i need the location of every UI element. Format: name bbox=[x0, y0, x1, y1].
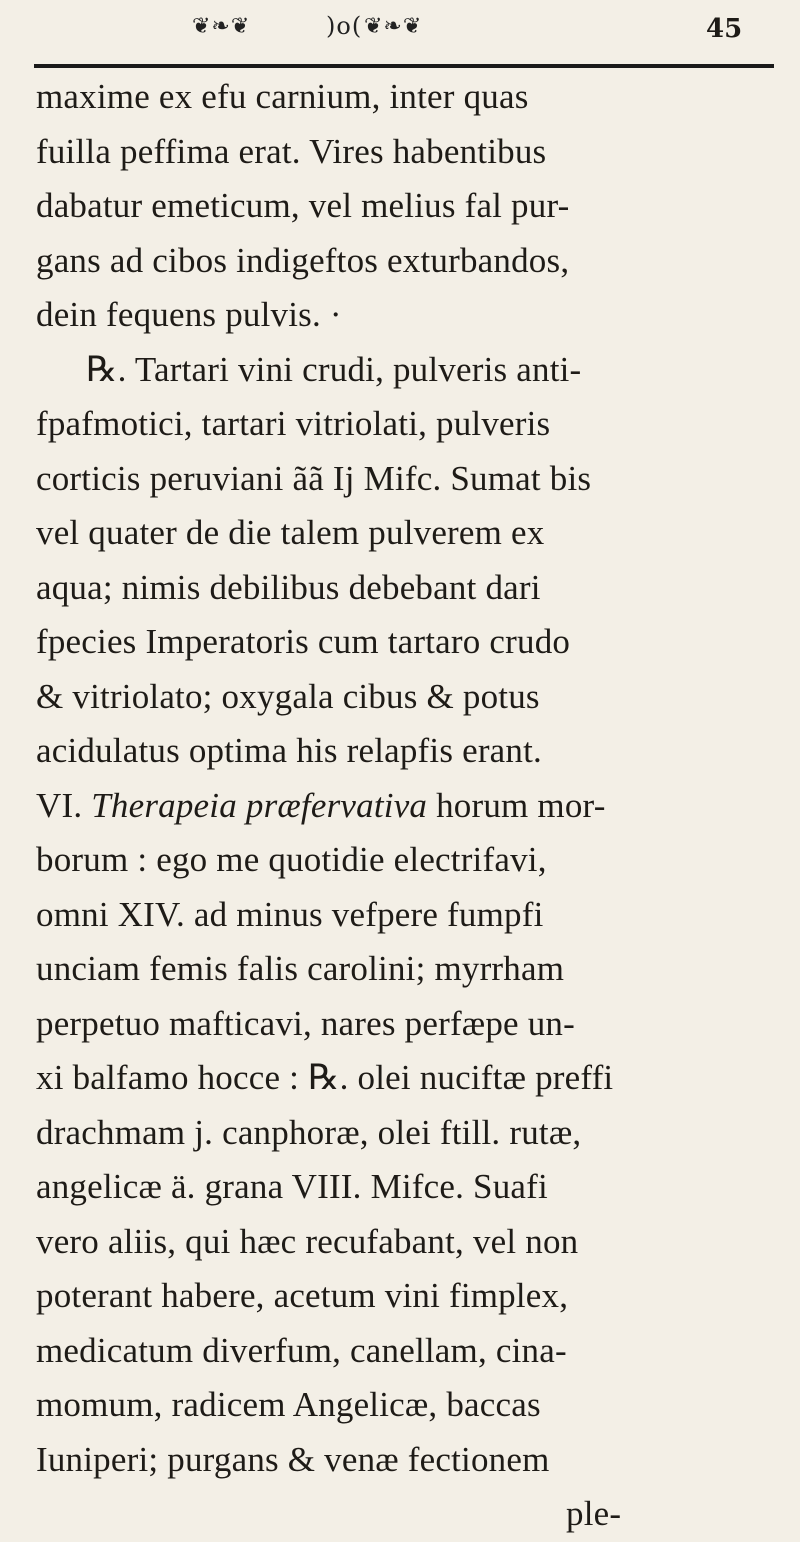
text-line: dabatur emeticum, vel melius fal pur- bbox=[36, 186, 570, 225]
text-line: dein fequens pulvis. · bbox=[36, 295, 342, 334]
text-line: fpecies Imperatoris cum tartaro crudo bbox=[36, 622, 571, 661]
text-line: xi balfamo hocce : ℞. olei nuciftæ preffi bbox=[36, 1058, 614, 1097]
text-line: vero aliis, qui hæc recufabant, vel non bbox=[36, 1221, 579, 1261]
catchword: ple- bbox=[566, 1494, 622, 1533]
section-heading-line bbox=[36, 779, 776, 834]
text-line: medicatum diverfum, canellam, cina- bbox=[36, 1330, 567, 1370]
text-line: fuilla peffima erat. Vires habentibus bbox=[36, 131, 547, 171]
text-line: aqua; nimis debilibus debebant dari bbox=[36, 567, 541, 607]
text-line: gans ad cibos indigeftos exturbandos, bbox=[36, 240, 570, 280]
text-line: ℞. Tartari vini crudi, pulveris anti- bbox=[86, 349, 582, 389]
header-rule bbox=[34, 64, 774, 68]
text-line: vel quater de die talem pulverem ex bbox=[36, 513, 545, 552]
page-number: 45 bbox=[706, 14, 743, 44]
ornament-center: )o( bbox=[326, 12, 363, 40]
text-line: perpetuo mafticavi, nares perfæpe un- bbox=[36, 1003, 575, 1043]
text-line: angelicæ ä. grana VIII. Mifce. Suafi bbox=[36, 1167, 548, 1206]
page-header bbox=[0, 0, 800, 80]
text-line: corticis peruviani ãã Ij Mifc. Sumat bis bbox=[36, 458, 592, 498]
text-line: acidulatus optima his relapfis erant. bbox=[36, 731, 542, 770]
text-line: momum, radicem Angelicæ, baccas bbox=[36, 1385, 541, 1424]
ornament-right: ❦❧❦ bbox=[364, 14, 423, 39]
text-line: drachmam j. canphoræ, olei ftill. rutæ, bbox=[36, 1112, 582, 1152]
text-line: poterant habere, acetum vini fimplex, bbox=[36, 1276, 569, 1315]
ornament-left: ❦❧❦ bbox=[192, 14, 251, 39]
text-line: borum : ego me quotidie electrifavi, bbox=[36, 840, 547, 879]
text-line: fpafmotici, tartari vitriolati, pulveris bbox=[36, 404, 551, 443]
section-number: VI. bbox=[36, 785, 83, 825]
body-text bbox=[36, 70, 776, 1542]
section-title: Therapeia præfervativa bbox=[91, 785, 428, 825]
text-line: omni XIV. ad minus vefpere fumpfi bbox=[36, 894, 544, 934]
section-heading-rest: horum mor- bbox=[436, 785, 606, 825]
text-line: maxime ex efu carnium, inter quas bbox=[36, 77, 529, 116]
text-line: unciam femis falis carolini; myrrham bbox=[36, 949, 565, 988]
text-line: & vitriolato; oxygala cibus & potus bbox=[36, 676, 540, 716]
text-line: Iuniperi; purgans & venæ fectionem bbox=[36, 1439, 550, 1479]
